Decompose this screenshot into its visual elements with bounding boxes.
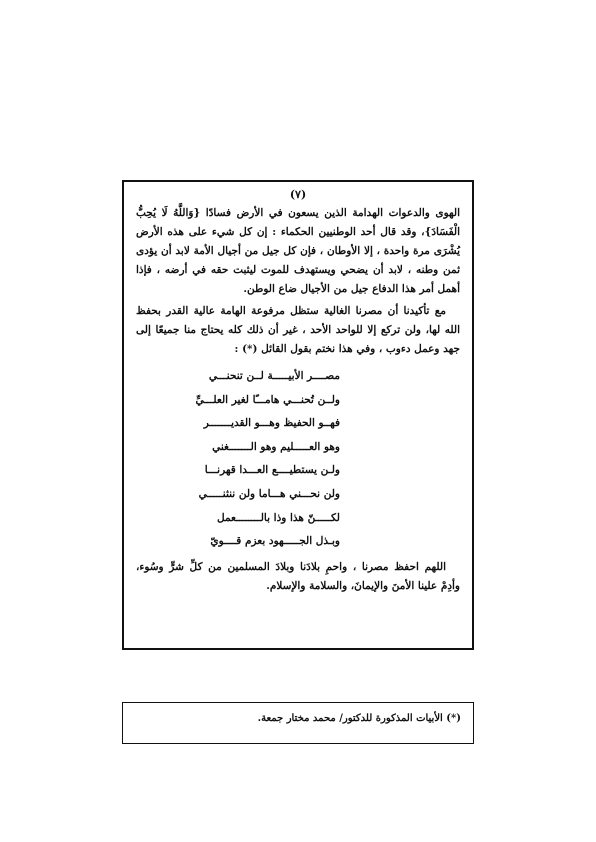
closing-prayer: اللهم احفظ مصرنا ، واحمِ بلادَنا وبلادَ المسلمين من كلِّ شرٍّ وسُوء، وأدِمْ علينا الأمنَ والإيمانَ، والسلامة والإسلام.	[136, 560, 460, 592]
footnote-text: (*) الأبيات المذكورة للدكتور/ محمد مختار جمعة.	[257, 713, 461, 724]
verse-line: وبـذل الجـــــهود بعزم قــــويّ	[210, 535, 340, 548]
footnote-box	[122, 702, 474, 744]
page-frame	[122, 180, 474, 650]
page-number: (٧)	[289, 188, 307, 201]
paragraph-intro: الهوى والدعوات الهدامة الذين يسعون في الأرض فسادًا {وَاللَّهُ لَا يُحِبُّ الْفَسَادَ}، وقد قال أحد الوطنيين الحكماء : إن كل شيء على هذه الأرض يُشْرَى مرة واحدة ، إلا الأوطان ، فإن كل جيل من أجيال الأمة لابد أن يؤدى ثمن وطنه ، لابد أن يضحي ويستهدف للموت ليثبت حقه في أرضه ، فإذا أهمل أمر هذا الدفاع جيل من الأجيال ضاع الوطن.	[136, 207, 460, 295]
verse-line: ولن نحـــني هـــاما ولن ننثنـــــي	[198, 487, 340, 500]
verse-line: فهــو الحفيظ وهـــو القديـــــــر	[203, 417, 340, 430]
verse-line: لكـــــنّ هذا وذا بالــــــــعمل	[217, 511, 340, 524]
verse-line: ولـن يستطيــــع العـــدا قهرنـــا	[204, 464, 340, 477]
verse-line: ولــن تُحنـــي هامـــًا لغير العلـــيِّ	[195, 393, 340, 406]
verse-line: مصــــر الأبيـــــة لــن تنحنـــي	[208, 370, 340, 382]
paragraph-second: مع تأكيدنا أن مصرنا الغالية ستظل مرفوعة الهامة عالية القدر بحفظ الله لها، ولن تركع إلا للواحد الأحد ، غير أن ذلك كله يحتاج منا جميعًا إلى جهد وعمل دءوب ، وفي هذا نختم بقول القائل (*) :	[136, 305, 460, 355]
poem-verses	[136, 365, 460, 554]
verse-line: وهو العـــــليم وهو الـــــــغني	[212, 440, 340, 453]
